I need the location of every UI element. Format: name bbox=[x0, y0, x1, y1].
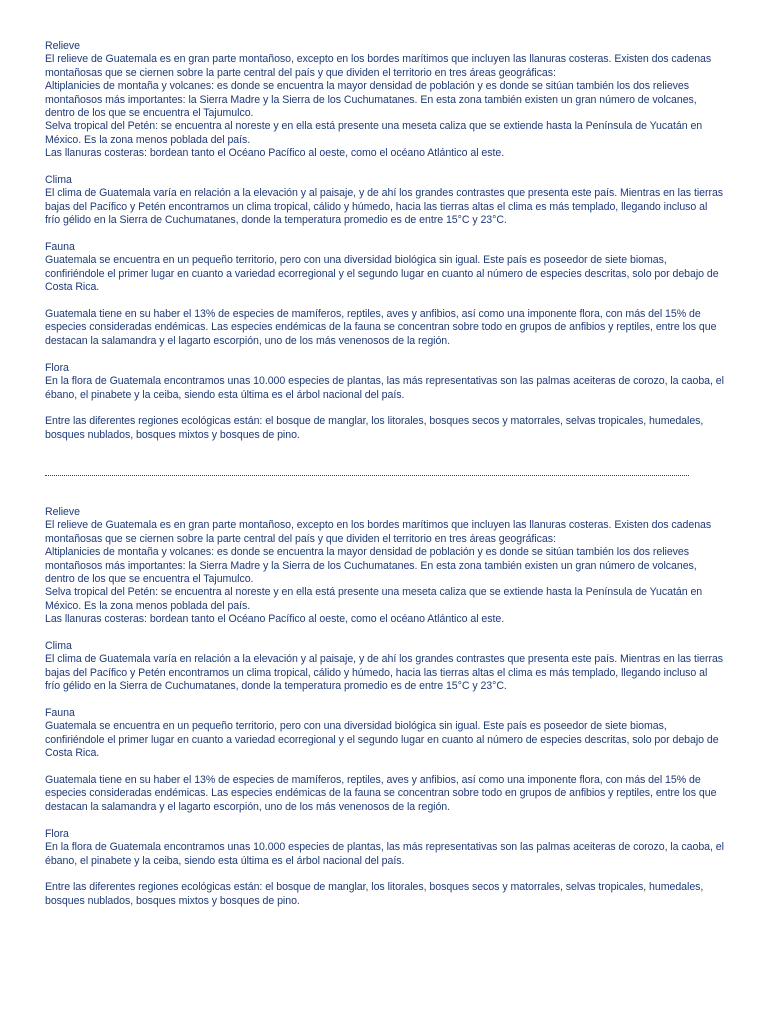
flora-paragraph-1: En la flora de Guatemala encontramos unas 10.000 especies de plantas, las más representativas son las palmas aceiteras de corozo, la caoba, el ébano, el pinabete y la ceiba, siendo esta última es el árbol nacional del país. bbox=[45, 375, 724, 401]
section-heading-clima: Clima bbox=[45, 174, 72, 187]
section-relieve bbox=[45, 506, 725, 627]
section-fauna bbox=[45, 241, 725, 348]
section-clima bbox=[45, 174, 725, 228]
fauna-paragraph-1: Guatemala se encuentra en un pequeño territorio, pero con una diversidad biológica sin igual. Este país es poseedor de siete biomas, confiriéndole el primer lugar en cuanto a variedad ecorregional y el segundo lugar en cuanto al número de especies descritas, solo por debajo de Costa Rica. bbox=[45, 720, 719, 760]
section-flora bbox=[45, 828, 725, 908]
clima-paragraph: El clima de Guatemala varía en relación a la elevación y al paisaje, y de ahí los grandes contrastes que presenta este país. Mientras en las tierras bajas del Pacífico y Petén encontramos un clima tropical, cálido y húmedo, hacia las tierras altas el clima es más templado, llegando incluso al frío gélido en la Sierra de Cuchumatanes, donde la temperatura promedio es de entre 15°C y 23°C. bbox=[45, 653, 724, 693]
dotted-separator bbox=[45, 475, 689, 476]
relieve-intro: El relieve de Guatemala es en gran parte montañoso, excepto en los bordes marítimos que incluyen las llanuras costeras. Existen dos cadenas montañosas que se ciernen sobre la parte central del país y que dividen el territorio en tres áreas geográficas: bbox=[45, 53, 712, 79]
fauna-paragraph-2: Guatemala tiene en su haber el 13% de especies de mamíferos, reptiles, aves y anfibios, así como una imponente flora, con más del 15% de especies consideradas endémicas. Las especies endémicas de la fauna se concentran sobre todo en grupos de anfibios y reptiles, entre los que destacan la salamandra y el lagarto escorpión, uno de los más venenosos de la región. bbox=[45, 774, 717, 813]
section-fauna bbox=[45, 707, 725, 814]
relieve-llanuras: Las llanuras costeras: bordean tanto el Océano Pacífico al oeste, como el océano Atlántico al este. bbox=[45, 613, 505, 626]
section-relieve bbox=[45, 40, 725, 161]
relieve-altiplanicies: Altiplanicies de montaña y volcanes: es donde se encuentra la mayor densidad de población y es donde se sitúan también los dos relieves montañosos más importantes: la Sierra Madre y la Sierra de los Cuchumatanes. En esta zona también existen un gran número de volcanes, dentro de los que se encuentra el Tajumulco. bbox=[45, 80, 697, 120]
section-flora bbox=[45, 362, 725, 442]
section-heading-fauna: Fauna bbox=[45, 241, 75, 254]
section-heading-clima: Clima bbox=[45, 640, 72, 653]
relieve-intro: El relieve de Guatemala es en gran parte montañoso, excepto en los bordes marítimos que incluyen las llanuras costeras. Existen dos cadenas montañosas que se ciernen sobre la parte central del país y que dividen el territorio en tres áreas geográficas: bbox=[45, 519, 712, 545]
relieve-selva-peten: Selva tropical del Petén: se encuentra al noreste y en ella está presente una meseta caliza que se extiende hasta la Península de Yucatán en México. Es la zona menos poblada del país. bbox=[45, 120, 703, 146]
section-heading-relieve: Relieve bbox=[45, 506, 80, 518]
section-heading-fauna: Fauna bbox=[45, 707, 75, 720]
fauna-paragraph-1: Guatemala se encuentra en un pequeño territorio, pero con una diversidad biológica sin igual. Este país es poseedor de siete biomas, confiriéndole el primer lugar en cuanto a variedad ecorregional y el segundo lugar en cuanto al número de especies descritas, solo por debajo de Costa Rica. bbox=[45, 254, 719, 294]
section-clima bbox=[45, 640, 725, 694]
section-heading-relieve: Relieve bbox=[45, 40, 80, 52]
text-block-second bbox=[45, 506, 725, 908]
relieve-llanuras: Las llanuras costeras: bordean tanto el Océano Pacífico al oeste, como el océano Atlántico al este. bbox=[45, 147, 505, 160]
section-heading-flora: Flora bbox=[45, 361, 69, 374]
flora-paragraph-2: Entre las diferentes regiones ecológicas están: el bosque de manglar, los litorales, bosques secos y matorrales, selvas tropicales, humedales, bosques nublados, bosques mixtos y bosques de pino. bbox=[45, 881, 704, 907]
fauna-paragraph-2: Guatemala tiene en su haber el 13% de especies de mamíferos, reptiles, aves y anfibios, así como una imponente flora, con más del 15% de especies consideradas endémicas. Las especies endémicas de la fauna se concentran sobre todo en grupos de anfibios y reptiles, entre los que destacan la salamandra y el lagarto escorpión, uno de los más venenosos de la región. bbox=[45, 308, 717, 347]
relieve-selva-peten: Selva tropical del Petén: se encuentra al noreste y en ella está presente una meseta caliza que se extiende hasta la Península de Yucatán en México. Es la zona menos poblada del país. bbox=[45, 586, 703, 612]
flora-paragraph-1: En la flora de Guatemala encontramos unas 10.000 especies de plantas, las más representativas son las palmas aceiteras de corozo, la caoba, el ébano, el pinabete y la ceiba, siendo esta última es el árbol nacional del país. bbox=[45, 841, 724, 867]
relieve-altiplanicies: Altiplanicies de montaña y volcanes: es donde se encuentra la mayor densidad de población y es donde se sitúan también los dos relieves montañosos más importantes: la Sierra Madre y la Sierra de los Cuchumatanes. En esta zona también existen un gran número de volcanes, dentro de los que se encuentra el Tajumulco. bbox=[45, 546, 697, 586]
clima-paragraph: El clima de Guatemala varía en relación a la elevación y al paisaje, y de ahí los grandes contrastes que presenta este país. Mientras en las tierras bajas del Pacífico y Petén encontramos un clima tropical, cálido y húmedo, hacia las tierras altas el clima es más templado, llegando incluso al frío gélido en la Sierra de Cuchumatanes, donde la temperatura promedio es de entre 15°C y 23°C. bbox=[45, 187, 724, 227]
flora-paragraph-2: Entre las diferentes regiones ecológicas están: el bosque de manglar, los litorales, bosques secos y matorrales, selvas tropicales, humedales, bosques nublados, bosques mixtos y bosques de pino. bbox=[45, 415, 704, 441]
section-heading-flora: Flora bbox=[45, 827, 69, 840]
text-block-first bbox=[45, 40, 725, 442]
